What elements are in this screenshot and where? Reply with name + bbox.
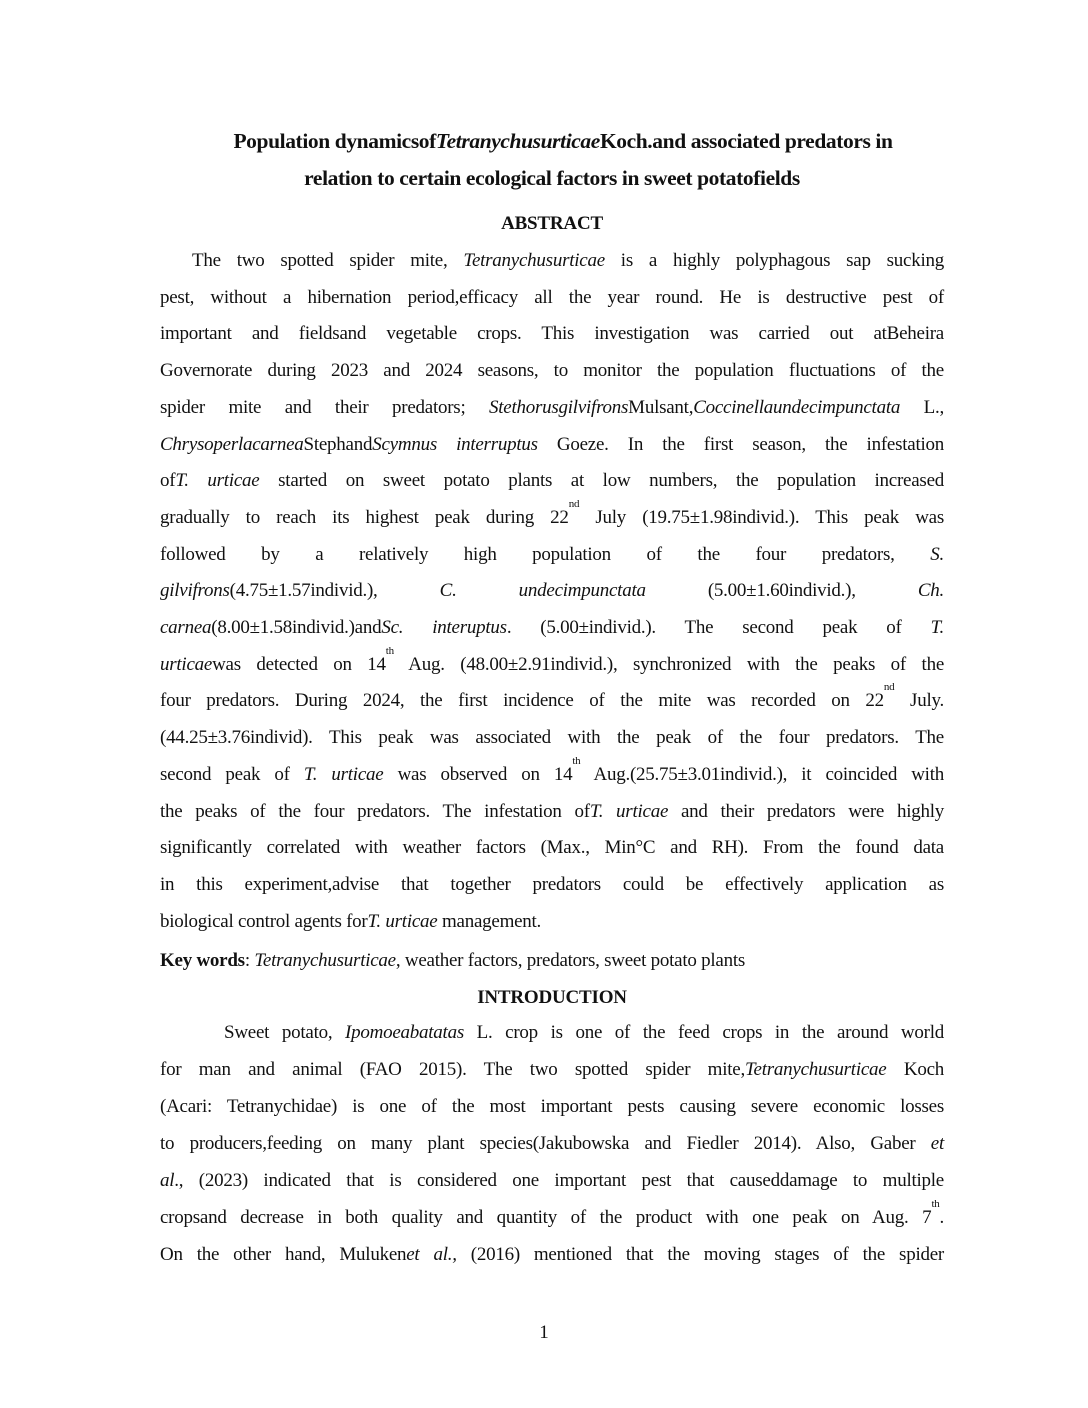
text-line: (44.25±3.76individ). This peak was associated with the peak of the four predators. The	[160, 727, 944, 749]
text-line: al., (2023) indicated that is considered one important pest that causeddamage to multiple	[160, 1170, 944, 1191]
text-line: urticaewas detected on 14th Aug. (48.00±2.91individ.), synchronized with the peaks of the	[160, 644, 944, 675]
text-line: spider mite and their predators; StethorusgilvifronsMulsant,Coccinellaundecimpunctata L.,	[160, 396, 944, 418]
text-line: The two spotted spider mite, Tetranychusurticae is a highly polyphagous sap sucking	[192, 250, 944, 271]
text-line: gradually to reach its highest peak during 22nd July (19.75±1.98individ.). This peak was	[160, 497, 944, 528]
text-line: gilvifrons(4.75±1.57individ.), C. undecimpunctata (5.00±1.60individ.), Ch.	[160, 580, 945, 602]
abstract-heading: ABSTRACT	[501, 213, 603, 234]
introduction-heading: INTRODUCTION	[477, 987, 627, 1008]
text-line: important and fieldsand vegetable crops. This investigation was carried out atBeheira	[160, 323, 944, 345]
text-line: On the other hand, Mulukenet al., (2016) mentioned that the moving stages of the spider	[160, 1244, 944, 1265]
text-line: Governorate during 2023 and 2024 seasons, to monitor the population fluctuations of the	[160, 360, 944, 382]
text-line: second peak of T. urticae was observed on 14th Aug.(25.75±3.01individ.), it coincided with	[160, 754, 944, 785]
text-line: four predators. During 2024, the first incidence of the mite was recorded on 22nd July.	[160, 681, 945, 712]
text-line: in this experiment,advise that together predators could be effectively application as	[160, 873, 944, 895]
text-line: (Acari: Tetranychidae) is one of the most important pests causing severe economic losses	[160, 1096, 944, 1117]
keywords-line: Key words: Tetranychusurticae, weather factors, predators, sweet potato plants	[160, 950, 746, 971]
text-line: to producers,feeding on many plant species(Jakubowska and Fiedler 2014). Also, Gaber et	[160, 1133, 944, 1154]
text-line: ofT. urticae started on sweet potato plants at low numbers, the population increased	[160, 470, 945, 492]
text-line: carnea(8.00±1.58individ.)andSc. interuptus. (5.00±individ.). The second peak of T.	[160, 617, 944, 638]
text-line: pest, without a hibernation period,efficacy all the year round. He is destructive pest of	[160, 286, 944, 308]
paper-title-line-1: Population dynamicsofTetranychusurticaeKoch.and associated predators in	[233, 129, 893, 153]
text-line: Sweet potato, Ipomoeabatatas L. crop is one of the feed crops in the around world	[224, 1022, 944, 1043]
text-line: followed by a relatively high population of the four predators, S.	[160, 543, 944, 565]
text-line: cropsand decrease in both quality and quantity of the product with one peak on Aug. 7th.	[160, 1198, 944, 1228]
paper-title-line-2: relation to certain ecological factors in sweet potatofields	[304, 166, 800, 190]
page-number: 1	[539, 1322, 549, 1343]
text-line: the peaks of the four predators. The infestation ofT. urticae and their predators were highly	[160, 800, 945, 822]
text-line: significantly correlated with weather factors (Max., Min°C and RH). From the found data	[160, 837, 944, 859]
text-line: ChrysoperlacarneaStephandScymnus interruptus Goeze. In the first season, the infestation	[160, 433, 945, 455]
text-line: for man and animal (FAO 2015). The two spotted spider mite,Tetranychusurticae Koch	[160, 1059, 945, 1080]
text-line: biological control agents forT. urticae management.	[160, 910, 542, 932]
